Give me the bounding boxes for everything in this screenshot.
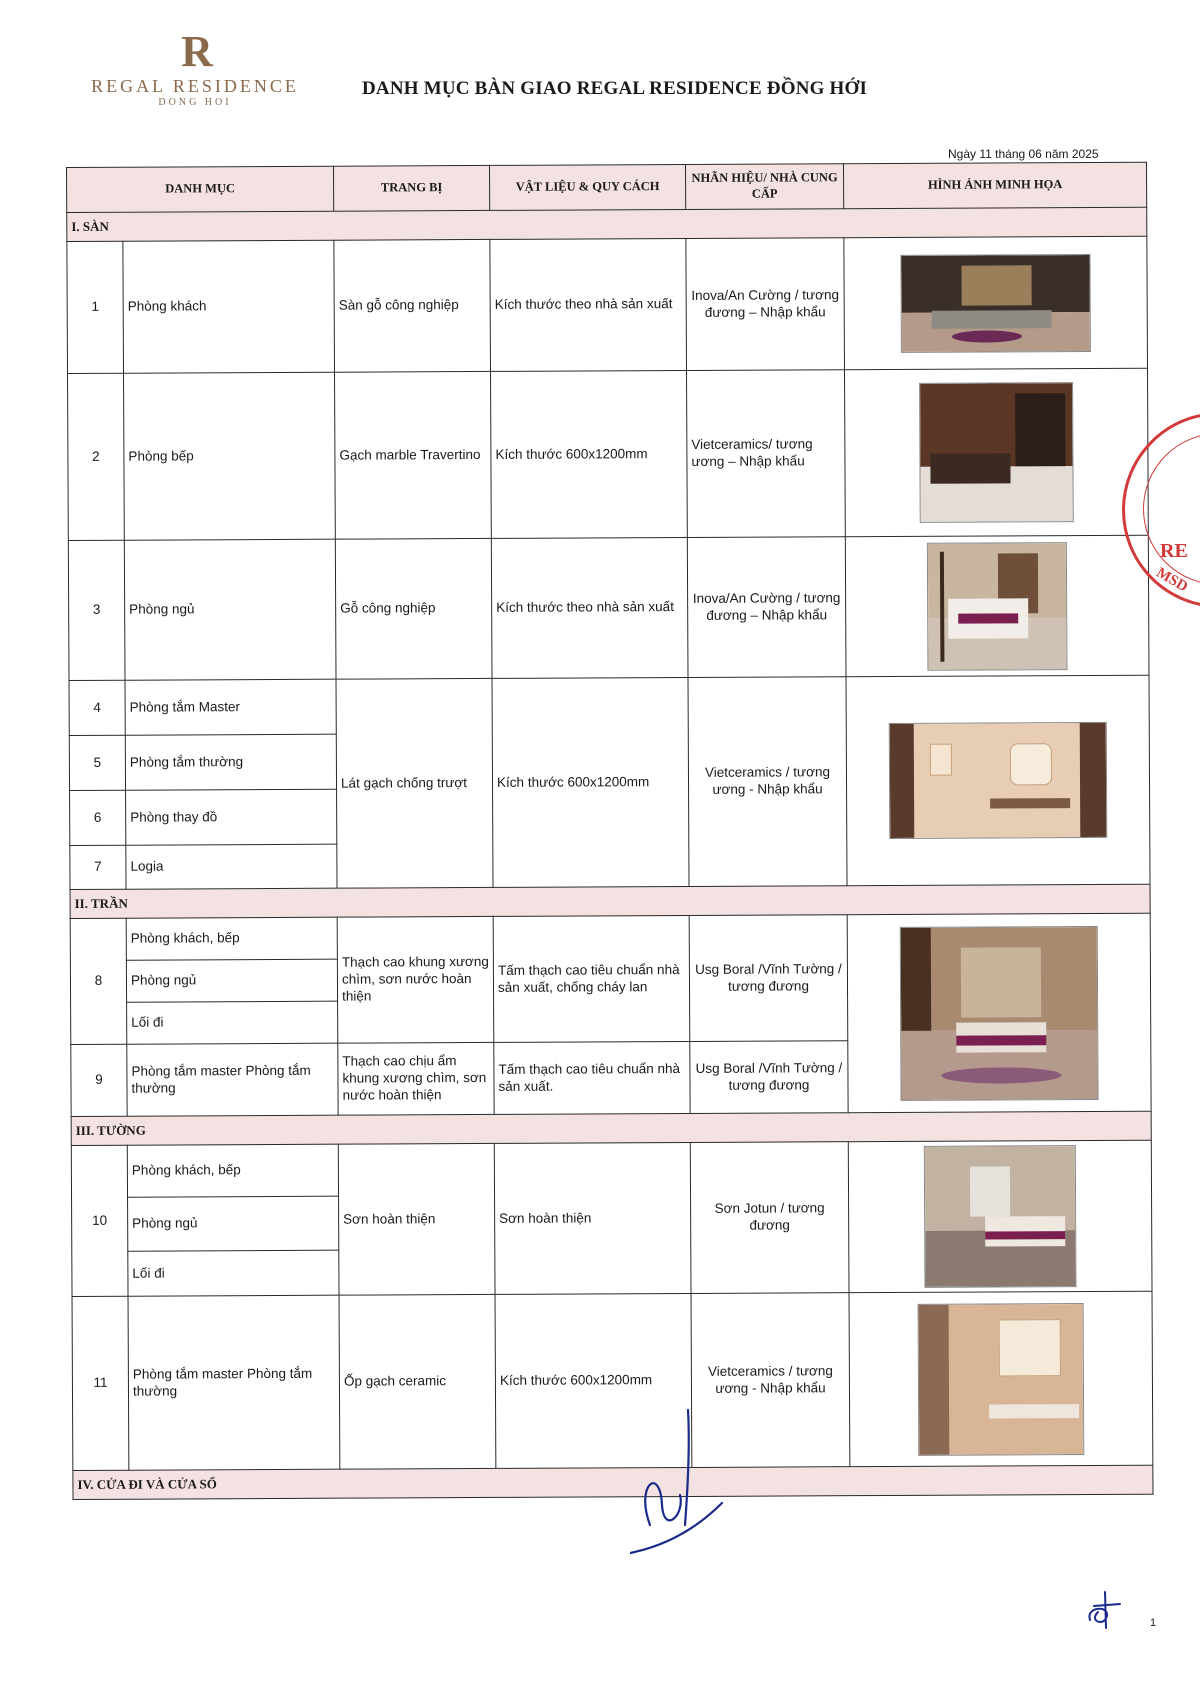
- row-item: Lối đi: [127, 1001, 338, 1044]
- row-equipment: Gỗ công nghiệp: [335, 538, 492, 679]
- row-number: 4: [69, 680, 125, 735]
- row-equipment: Thạch cao khung xương chìm, sơn nước hoàn thiện: [337, 916, 494, 1043]
- row-number: 9: [71, 1044, 127, 1116]
- seal-text: RE: [1160, 540, 1188, 562]
- row-item: Lối đi: [128, 1250, 339, 1296]
- col-header-category: DANH MỤC: [67, 166, 334, 212]
- kitchen-photo: [919, 382, 1074, 523]
- ceiling-bedroom-photo: [900, 925, 1099, 1100]
- row-material: Kích thước theo nhà sản xuất: [490, 238, 687, 371]
- row-number: 6: [70, 790, 126, 845]
- logo-subtitle: DONG HOI: [158, 97, 232, 108]
- row-number: 11: [72, 1296, 129, 1470]
- row-item: Phòng ngủ: [126, 959, 337, 1002]
- row-image-cell: [845, 535, 1149, 676]
- row-material: Kích thước 600x1200mm: [492, 677, 689, 887]
- section-title: I. SÀN: [67, 207, 1147, 241]
- seal-text-secondary: MSD: [1153, 564, 1191, 596]
- signature-mark: [630, 1405, 730, 1555]
- row-material: Kích thước 600x1200mm: [491, 370, 688, 538]
- row-number: 10: [71, 1145, 128, 1296]
- row-equipment: Thạch cao chịu ẩm khung xương chìm, sơn nước hoàn thiện: [338, 1042, 494, 1115]
- row-material: Kích thước theo nhà sản xuất: [491, 537, 688, 678]
- row-material: Tấm thạch cao tiêu chuẩn nhà sản xuất, chống cháy lan: [493, 915, 690, 1042]
- logo-mark: R: [181, 27, 209, 76]
- row-item: Phòng tắm master Phòng tắm thường: [128, 1295, 340, 1470]
- row-brand: Vietceramics / tương ương - Nhập khẩu: [691, 1293, 850, 1468]
- page-number: 1: [1150, 1617, 1157, 1629]
- row-equipment: Sàn gỗ công nghiệp: [334, 239, 491, 372]
- col-header-equipment: TRANG BỊ: [334, 165, 490, 211]
- table-row: [71, 1140, 1151, 1197]
- row-image-cell: [846, 675, 1150, 885]
- row-brand: Inova/An Cường / tương đương – Nhập khẩu: [686, 238, 845, 371]
- row-number: 3: [68, 540, 125, 680]
- row-brand: Sơn Jotun / tương đương: [690, 1142, 849, 1294]
- section-row-doors: [73, 1465, 1153, 1499]
- row-item: Phòng thay đồ: [126, 789, 337, 845]
- row-brand: Inova/An Cường / tương đương – Nhập khẩu: [687, 537, 846, 678]
- row-image-cell: [845, 368, 1149, 536]
- living-room-photo: [900, 253, 1090, 352]
- row-item: Phòng khách, bếp: [127, 1144, 338, 1197]
- row-brand: Usg Boral /Vĩnh Tường / tương đương: [689, 915, 848, 1042]
- table-row: [68, 368, 1149, 540]
- table-header-row: [67, 162, 1147, 212]
- row-image-cell: [849, 1291, 1153, 1466]
- row-brand: Vietceramics / tương ương - Nhập khẩu: [688, 677, 847, 887]
- row-item: Phòng khách, bếp: [126, 917, 337, 960]
- table-row: [68, 535, 1149, 680]
- row-brand: Vietceramics/ tương ương – Nhập khẩu: [687, 370, 846, 538]
- handover-table: [66, 162, 1154, 1500]
- row-brand: Usg Boral /Vĩnh Tường / tương đương: [690, 1041, 848, 1114]
- row-image-cell: [847, 913, 1151, 1112]
- row-item: Phòng khách: [123, 240, 335, 373]
- table-row: [67, 236, 1148, 373]
- section-title: III. TƯỜNG: [71, 1111, 1151, 1145]
- logo-name: REGAL RESIDENCE: [91, 76, 299, 96]
- table-row: [70, 913, 1150, 960]
- row-item: Phòng bếp: [124, 372, 336, 540]
- row-item: Phòng tắm master Phòng tắm thường: [127, 1043, 338, 1116]
- section-title: II. TRẦN: [70, 884, 1150, 918]
- row-equipment: Sơn hoàn thiện: [338, 1143, 495, 1295]
- row-material: Tấm thạch cao tiêu chuẩn nhà sản xuất.: [494, 1041, 690, 1114]
- initials-mark: [1080, 1590, 1130, 1630]
- row-item: Phòng tắm Master: [125, 679, 336, 735]
- bathroom-photo: [889, 722, 1108, 839]
- row-number: 5: [69, 735, 125, 790]
- row-item: Phòng tắm thường: [125, 734, 336, 790]
- col-header-material: VẬT LIỆU & QUY CÁCH: [490, 164, 686, 210]
- bathroom-wall-photo: [918, 1303, 1085, 1456]
- table-row: [69, 675, 1149, 735]
- row-equipment: Gạch marble Travertino: [335, 371, 492, 539]
- row-item: Phòng ngủ: [124, 539, 336, 680]
- section-title: IV. CỬA ĐI VÀ CỬA SỔ: [73, 1465, 1153, 1499]
- col-header-image: HÌNH ẢNH MINH HỌA: [844, 162, 1147, 208]
- row-image-cell: [844, 236, 1148, 369]
- row-material: Sơn hoàn thiện: [494, 1142, 691, 1294]
- row-material: Kích thước 600x1200mm: [495, 1293, 692, 1468]
- row-number: 2: [68, 373, 125, 540]
- row-number: 7: [70, 845, 126, 889]
- table-row: [72, 1291, 1153, 1470]
- row-item: Phòng ngủ: [128, 1196, 339, 1251]
- row-image-cell: [848, 1140, 1152, 1292]
- row-equipment: Ốp gạch ceramic: [339, 1294, 496, 1469]
- document-date: Ngày 11 tháng 06 năm 2025: [948, 147, 1099, 161]
- row-item: Logia: [126, 844, 337, 889]
- row-number: 1: [67, 241, 124, 373]
- document-title: DANH MỤC BÀN GIAO REGAL RESIDENCE ĐỒNG HỚI: [362, 78, 868, 99]
- row-number: 8: [70, 918, 127, 1044]
- company-logo: [85, 27, 305, 108]
- wall-bedroom-photo: [924, 1145, 1077, 1288]
- col-header-brand: NHÃN HIỆU/ NHÀ CUNG CẤP: [686, 164, 844, 210]
- bedroom-photo: [927, 542, 1068, 671]
- row-equipment: Lát gạch chống trượt: [336, 678, 493, 888]
